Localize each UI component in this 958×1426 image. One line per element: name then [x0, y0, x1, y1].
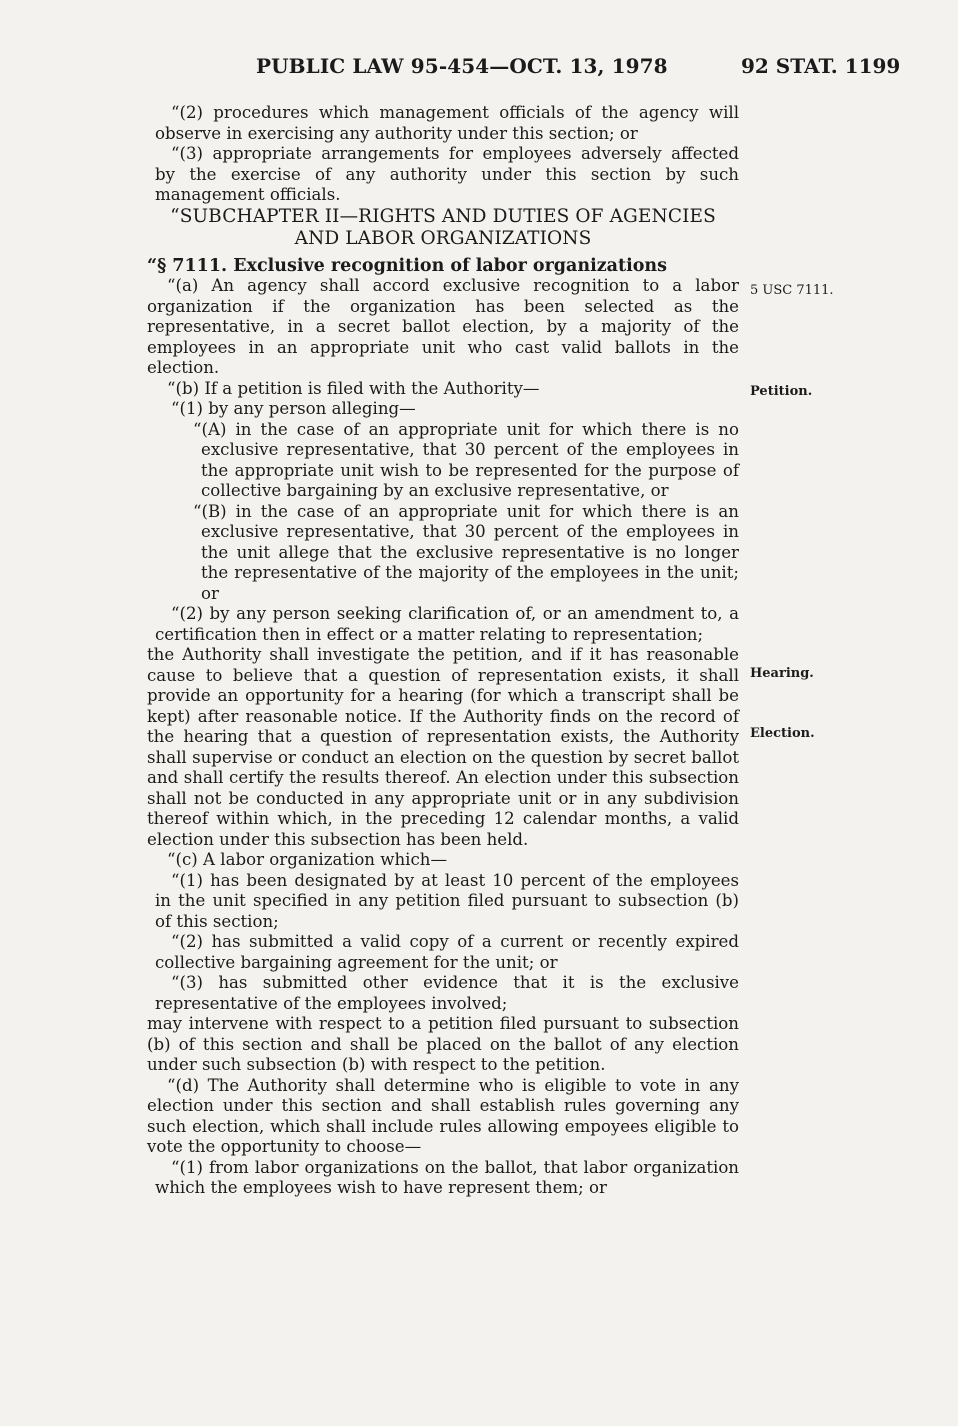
document-body — [147, 103, 739, 1199]
subsection-c-continuation: may intervene with respect to a petition filed pursuant to subsection (b) of this section and shall be placed on the ballot of any election under such subsection (b) with respect to the petition. — [147, 1014, 739, 1074]
page-header-title: PUBLIC LAW 95-454—OCT. 13, 1978 — [256, 54, 668, 78]
section-heading: “§ 7111. Exclusive recognition of labor organizations — [147, 255, 668, 276]
subsection-c: “(c) A labor organization which— — [167, 850, 448, 869]
subsection-a: “(a) An agency shall accord exclusive recognition to a labor organization if the organization has been selected as the representative, in a secret ballot election, by a majority of the employees in an appropriate unit who cast valid ballots in the election. — [147, 276, 739, 377]
margin-note-petition: Petition. — [750, 384, 813, 399]
margin-note-hearing: Hearing. — [750, 666, 814, 681]
paragraph-2: “(2) procedures which management officials of the agency will observe in exercising any authority under this section; or — [155, 103, 739, 143]
subsection-d: “(d) The Authority shall determine who is eligible to vote in any election under this section and shall establish rules governing any such election, which shall include rules allowing empoyees eligible to vote the opportunity to choose— — [147, 1075, 739, 1156]
margin-note-election: Election. — [750, 726, 815, 741]
subsection-b-1: “(1) by any person alleging— — [171, 399, 416, 418]
subsection-c-2: “(2) has submitted a valid copy of a current or recently expired collective bargaining agreement for the unit; or — [155, 932, 739, 972]
subsection-c-1: “(1) has been designated by at least 10 percent of the employees in the unit specified in any petition filed pursuant to subsection (b) of this section; — [155, 870, 739, 931]
subsection-b-1-B: “(B) in the case of an appropriate unit for which there is an exclusive representative, that 30 percent of the employees in the unit allege that the exclusive representative is no longer the representative of the majority of the employees in the unit; or — [193, 501, 739, 603]
paragraph-3: “(3) appropriate arrangements for employees adversely affected by the exercise of any authority under this section by such management officials. — [155, 144, 739, 204]
subchapter-heading: “SUBCHAPTER II—RIGHTS AND DUTIES OF AGENCIES AND LABOR ORGANIZATIONS — [170, 205, 716, 249]
subsection-b-2: “(2) by any person seeking clarification of, or an amendment to, a certification then in effect or a matter relating to representation; — [155, 604, 739, 644]
subsection-d-1: “(1) from labor organizations on the ballot, that labor organization which the employees wish to have represent them; or — [155, 1157, 739, 1197]
subsection-b: “(b) If a petition is filed with the Authority— — [167, 378, 540, 398]
subsection-b-1-A: “(A) in the case of an appropriate unit for which there is no exclusive representative, that 30 percent of the employees in the appropriate unit wish to be represented for the purpose of collective bargaining by an exclusive representative, or — [193, 419, 739, 500]
subsection-b-continuation: the Authority shall investigate the petition, and if it has reasonable cause to believe that a question of representation exists, it shall provide an opportunity for a hearing (for which a transcript shall be kept) after reasonable notice. If the Authority finds on the record of the hearing that a question of representation exists, the Authority shall supervise or conduct an election on the question by secret ballot and shall certify the results thereof. An election under this subsection shall not be conducted in any appropriate unit or in any subdivision thereof within which, in the preceding 12 calendar months, a valid election under this subsection has been held. — [147, 645, 739, 849]
margin-note-usc: 5 USC 7111. — [750, 283, 834, 298]
page-header-stat: 92 STAT. 1199 — [741, 54, 901, 78]
subsection-c-3: “(3) has submitted other evidence that it is the exclusive representative of the employees involved; — [155, 973, 739, 1013]
